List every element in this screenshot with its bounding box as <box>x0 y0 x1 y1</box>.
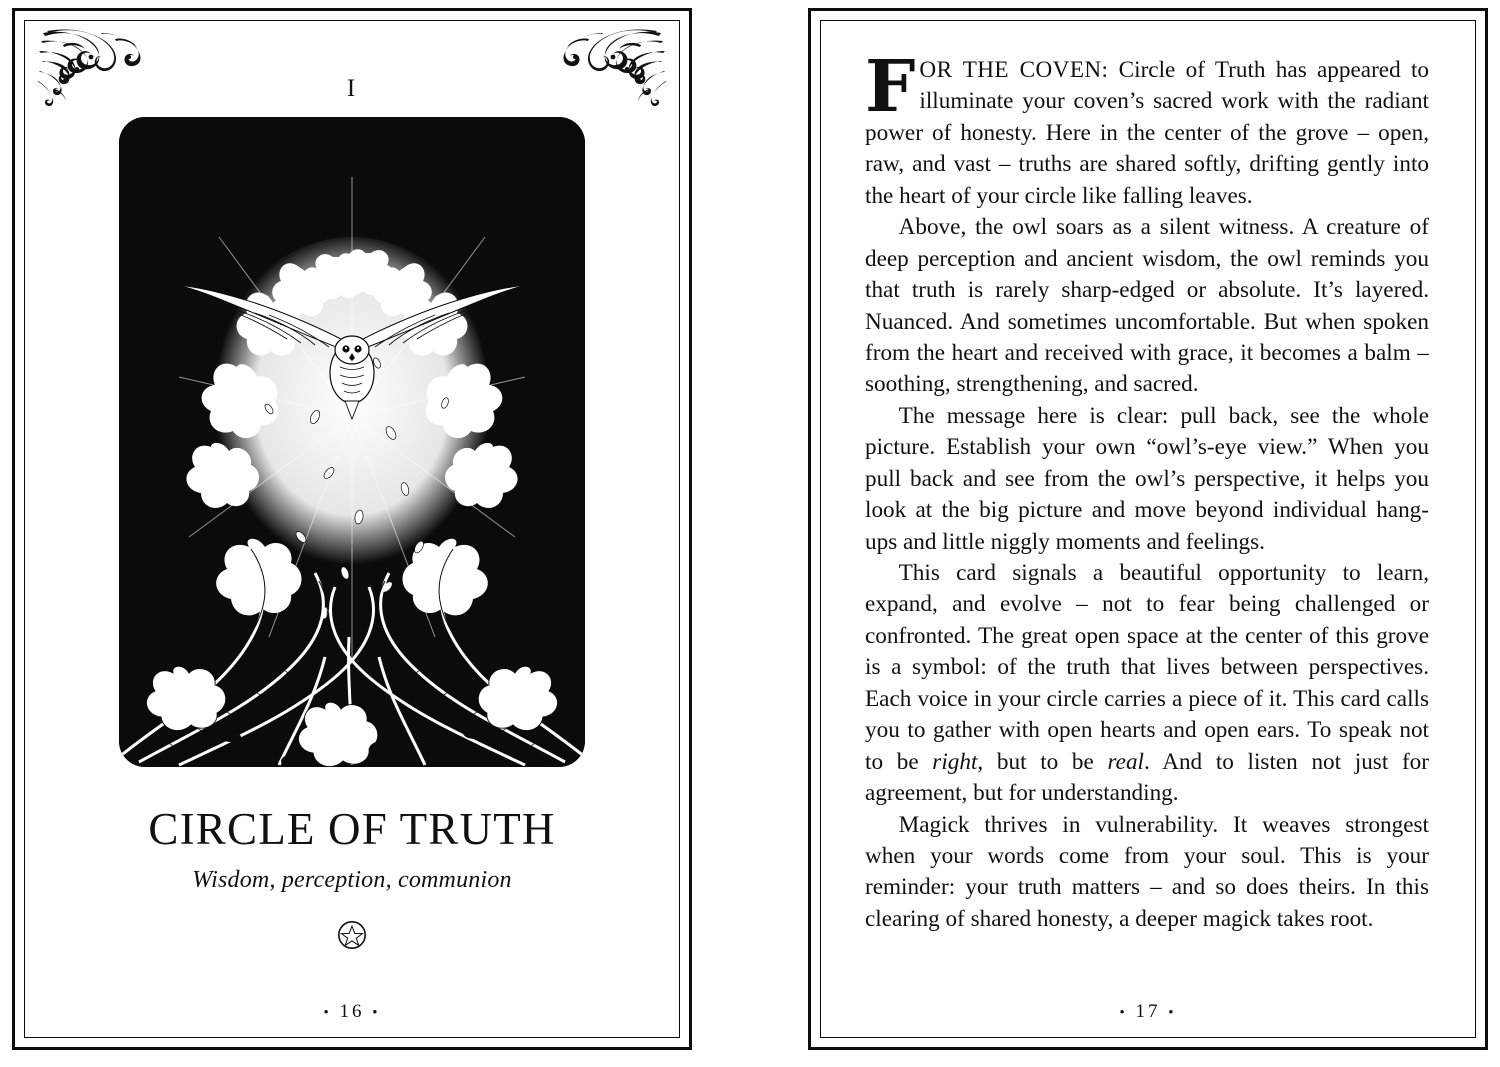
paragraph-4-text: This card signals a beautiful opportunity to learn, expand, and evolve – not to fear being challenged or confronted. The great open space at the center of this grove is a symbol: of the truth that lives between perspectives. Each voice in your circle carries a piece of it. This card calls you to gather with open hearts and open ears. To speak not to be <box>865 560 1429 775</box>
folio-dot-right: • <box>1168 1005 1177 1021</box>
paragraph-4-mid: , but to be <box>977 748 1108 775</box>
paragraph-3: The message here is clear: pull back, see the whole picture. Establish your own “owl’s-eye view.” When you pull back and see from the owl’s perspective, it helps you look at the big picture and move beyond individual hang-ups and little niggly moments and feelings. <box>865 402 1429 555</box>
owl-over-glowing-grove-illustration <box>119 117 585 767</box>
emphasis-real: real <box>1107 748 1144 775</box>
page-folio-right <box>821 1001 1475 1023</box>
body-copy <box>865 44 1430 935</box>
opening-smallcaps: OR THE COVEN: <box>919 57 1109 83</box>
page-folio-left <box>25 1001 679 1023</box>
paragraph-2: Above, the owl soars as a silent witness. A creature of deep perception and ancient wisdom, the owl reminds you that truth is rarely sharp-edged or absolute. It’s layered. Nuanced. And sometimes uncomfortable. But when spoken from the heart and received with grace, it becomes a balm – soothing, strengthening, and sacred. <box>865 214 1429 398</box>
paragraph-1 <box>865 44 1430 212</box>
card-number: I <box>346 75 358 102</box>
left-page <box>12 8 692 1050</box>
folio-dot-left: • <box>323 1005 332 1021</box>
right-page-frame <box>820 20 1476 1038</box>
page-number: 17 <box>1135 1001 1161 1022</box>
emphasis-right: right <box>932 748 978 775</box>
right-page <box>808 8 1488 1050</box>
left-page-frame <box>24 20 680 1038</box>
card-keywords: Wisdom, perception, communion <box>192 867 512 893</box>
paragraph-5: Magick thrives in vulnerability. It weaves strongest when your words come from your soul. This is your reminder: your truth matters – and so does theirs. In this clearing of shared honesty, a deeper magick takes root. <box>865 811 1429 932</box>
folio-dot-left: • <box>1119 1005 1128 1021</box>
card-title: CIRCLE OF TRUTH <box>148 804 556 854</box>
paragraph-1-text: Circle of Truth has appeared to illuminate your coven’s sacred work with the radiant power of honesty. Here in the center of the grove – open, raw, and vast – truths are shared softly, drifting gently into the heart of your circle like falling leaves. <box>865 57 1430 209</box>
page-number: 16 <box>339 1001 365 1022</box>
folio-dot-right: • <box>372 1005 381 1021</box>
drop-cap: F <box>865 44 914 128</box>
paragraph-4-tail: . And to listen not just for agreement, but for understanding. <box>865 748 1429 807</box>
pentacle-ornament <box>337 920 367 950</box>
paragraph-4 <box>865 558 1429 810</box>
